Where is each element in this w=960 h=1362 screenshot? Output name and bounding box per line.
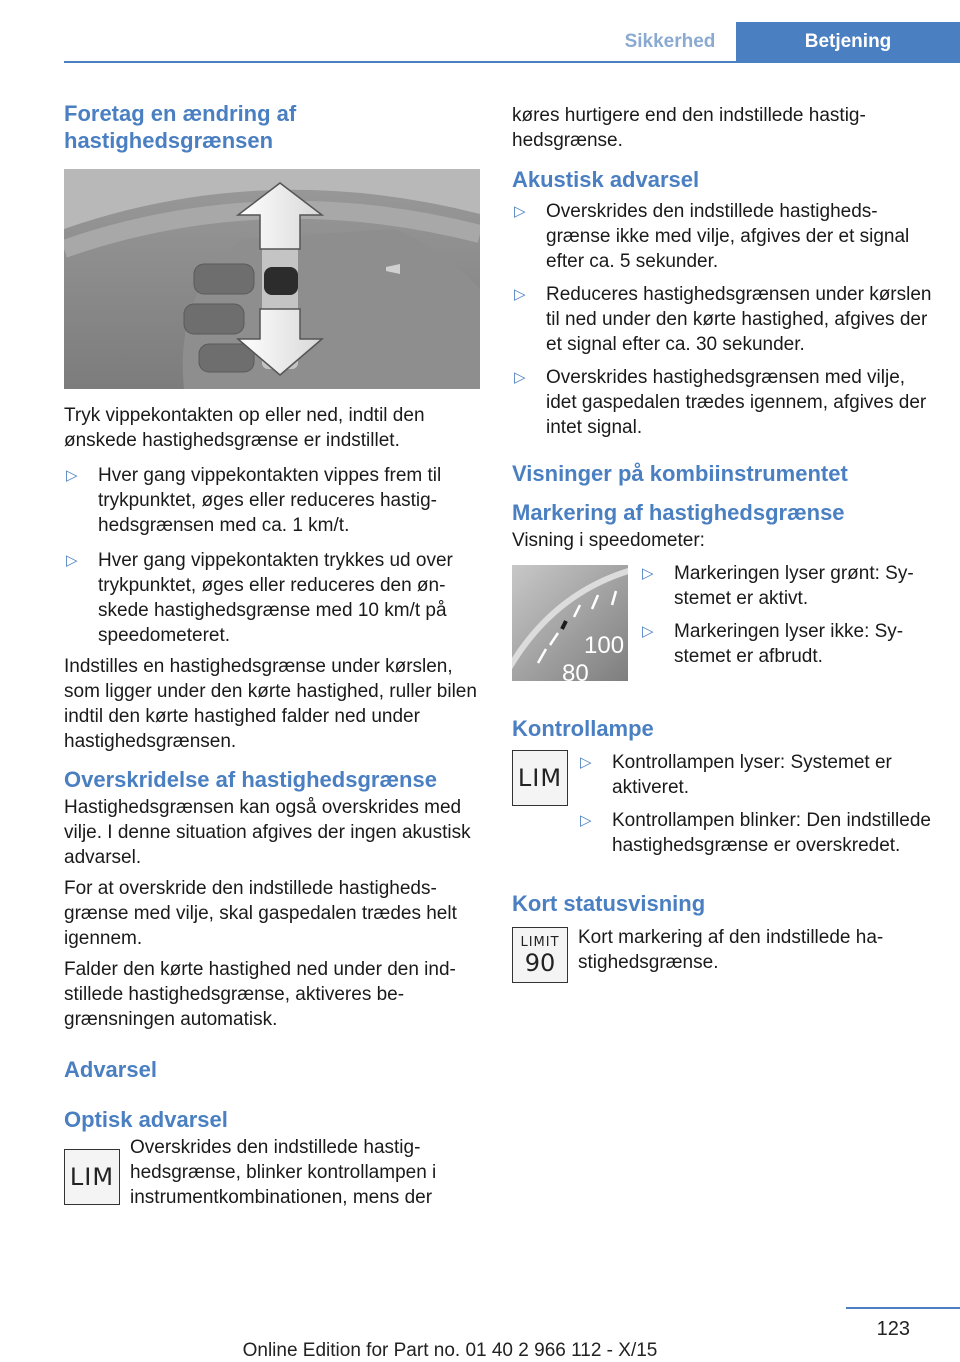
heading-optisk: Optisk advarsel <box>64 1107 228 1132</box>
limit-value: 90 <box>524 948 556 977</box>
steering-wheel-image <box>64 169 480 389</box>
bullet-triangle-icon: ▷ <box>66 467 78 484</box>
bullet-text: Reduceres hastighedsgrænsen under kørslen til ned under den kørte hastighed, afgives der et signal efter ca. 30 sekunder. <box>546 284 932 355</box>
markering-bullets <box>640 561 932 669</box>
bullet-text: Overskrides den indstillede hastighedsgrænse ikke med vilje, afgives der et signal efter ca. 5 sekunder. <box>546 201 910 272</box>
bullet-text: Markeringen lyser ikke: Systemet er afbrudt. <box>674 621 904 667</box>
bullet-item <box>578 750 932 800</box>
heading-markering: Markering af hastighedsgrænse <box>512 500 845 525</box>
bullet-triangle-icon: ▷ <box>580 812 592 829</box>
tab-sikkerhed[interactable]: Sikkerhed <box>624 31 716 52</box>
speedometer-illustration <box>512 565 628 681</box>
bullet-triangle-icon: ▷ <box>580 754 592 771</box>
limit-90-icon <box>512 927 568 983</box>
para-over3: Falder den kørte hastighed ned under den indstillede hastighedsgrænse, aktiveres begrænsningen automatisk. <box>64 959 456 1030</box>
limit-label: LIMIT <box>520 934 560 950</box>
para-over1: Hastighedsgrænsen kan også overskrides med vilje. I denne situation afgives der ingen akustisk advarsel. <box>64 797 471 868</box>
right-column <box>512 103 932 985</box>
kontrollampe-block <box>512 750 932 878</box>
rocker-switch <box>264 267 298 295</box>
bullet-item <box>640 561 932 611</box>
para-cont: køres hurtigere end den indstillede hastighedsgrænse. <box>512 105 866 151</box>
footer-rule <box>846 1307 960 1309</box>
bullet-triangle-icon: ▷ <box>514 369 526 386</box>
heading-akustisk: Akustisk advarsel <box>512 167 700 192</box>
bullet-item <box>578 808 932 858</box>
edition-footer: Online Edition for Part no. 01 40 2 966 112 - X/15 <box>242 1340 658 1361</box>
heading-visninger: Visninger på kombiinstrumentet <box>512 461 848 486</box>
bullet-triangle-icon: ▷ <box>66 552 78 569</box>
heading-overskridelse: Overskridelse af hastighedsgrænse <box>64 767 437 792</box>
para-over2: For at overskride den indstillede hastighedsgrænse med vilje, skal gaspedalen trædes helt igennem. <box>64 878 457 949</box>
para-tryk: Tryk vippekontakten op eller ned, indtil den ønskede hastighedsgrænse er indstillet. <box>64 405 425 451</box>
markering-block <box>512 561 932 701</box>
kontrollampe-bullets <box>578 750 932 858</box>
bullet-text: Hver gang vippekontakten vippes frem til trykpunktet, øges eller reduceres hastighedsgrænsen med ca. 1 km/t. <box>98 465 442 536</box>
page-number: 123 <box>876 1318 910 1340</box>
lim-indicator-icon: LIM <box>512 750 568 806</box>
bullet-triangle-icon: ▷ <box>642 565 654 582</box>
para-indstilles: Indstilles en hastighedsgrænse under kørslen, som ligger under den kørte hastighed, ruller bilen indtil den kørte hastighed falder ned under hastighedsgrænsen. <box>64 656 477 752</box>
bullet-item <box>512 282 932 357</box>
bullet-triangle-icon: ▷ <box>642 623 654 640</box>
bullet-text: Kontrollampen lyser: Systemet er aktiveret. <box>612 752 892 798</box>
bullet-triangle-icon: ▷ <box>514 203 526 220</box>
heading-kontrollampe: Kontrollampe <box>512 716 654 741</box>
tab-betjening[interactable]: Betjening <box>736 22 960 62</box>
heading-change-limit: Foretag en ændring af hastighedsgrænsen <box>64 101 297 153</box>
bullet-item <box>640 619 932 669</box>
lim-indicator-icon: LIM <box>64 1149 120 1205</box>
bullet-text: Overskrides hastighedsgrænsen med vilje, idet gaspedalen trædes igennem, afgives der intet signal. <box>546 367 927 438</box>
para-kort: Kort markering af den indstillede hastighedsgrænse. <box>578 927 884 973</box>
bullet-triangle-icon: ▷ <box>514 286 526 303</box>
bullet-text: Hver gang vippekontakten trykkes ud over trykpunktet, øges eller reduceres den ønskede hastighedsgrænse med 10 km/t på speedometeret. <box>98 550 453 646</box>
kort-block <box>512 925 932 985</box>
bullet-item <box>512 365 932 440</box>
bullet-text: Kontrollampen blinker: Den indstillede hastighedsgrænse er overskredet. <box>612 810 931 856</box>
heading-advarsel: Advarsel <box>64 1057 157 1082</box>
steering-wheel-illustration <box>64 169 480 389</box>
bullet-item <box>64 463 482 538</box>
left-column <box>64 100 482 1215</box>
bullet-text: Markeringen lyser grønt: Systemet er aktivt. <box>674 563 914 609</box>
optisk-block <box>64 1135 482 1215</box>
speedo-label-80: 80 <box>562 660 589 681</box>
bullet-item <box>512 199 932 274</box>
para-visning: Visning i speedometer: <box>512 530 705 551</box>
header-rule <box>64 61 960 63</box>
speedometer-image <box>512 565 628 681</box>
bullet-item <box>64 548 482 648</box>
para-optisk: Overskrides den indstillede hastighedsgrænse, blinker kontrollampen i instrumentkombinationen, mens der <box>130 1137 437 1208</box>
heading-kort: Kort statusvisning <box>512 891 706 916</box>
speedo-label-100: 100 <box>584 632 625 659</box>
